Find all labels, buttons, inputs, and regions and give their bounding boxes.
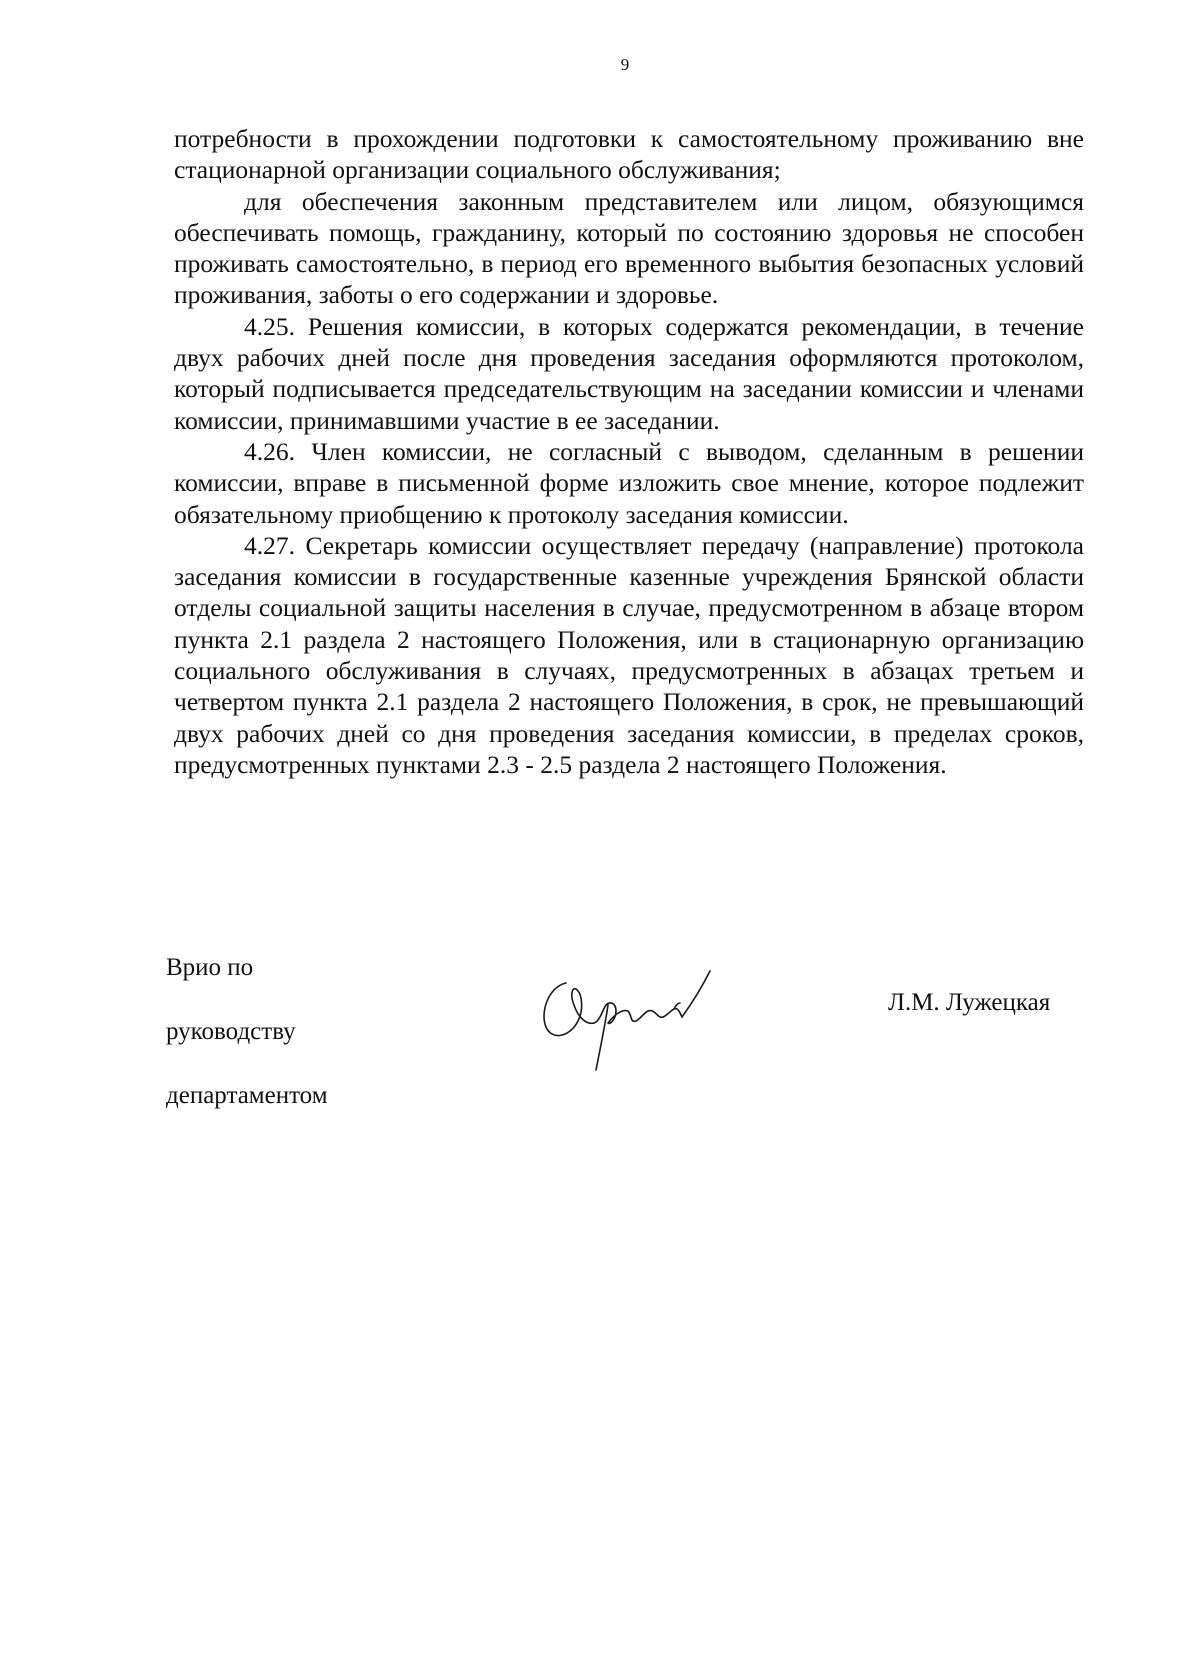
paragraph-4-27: 4.27. Секретарь комиссии осуществляет передачу (направление) протокола заседания комиссии в государственные казенные учреждения Брянской области отделы социальной защиты населения в случае, предусмотренном в абзаце втором пункта 2.1 раздела 2 настоящего Положения, или в стационарную организацию социального обслуживания в случаях, предусмотренных в абзацах третьем и четвертом пункта 2.1 раздела 2 настоящего Положения, в срок, не превышающий двух рабочих дней со дня проведения заседания комиссии, в пределах сроков, предусмотренных пунктами 2.3 - 2.5 раздела 2 настоящего Положения. bbox=[174, 530, 1084, 779]
paragraph-continuation: потребности в прохождении подготовки к самостоятельному проживанию вне стационарной организации социального обслуживания; bbox=[174, 124, 1084, 185]
handwritten-signature bbox=[536, 965, 736, 1080]
signer-name: Л.М. Лужецкая bbox=[888, 989, 1051, 1016]
signer-title bbox=[166, 920, 328, 1144]
signature-block bbox=[166, 920, 1066, 1109]
paragraph-4-26: 4.26. Член комиссии, не согласный с выводом, сделанным в решении комиссии, вправе в письменной форме изложить свое мнение, которое подлежит обязательному приобщению к протоколу заседания комиссии. bbox=[174, 436, 1084, 529]
document-body bbox=[174, 123, 1084, 780]
page-number: 9 bbox=[620, 55, 630, 74]
signer-title-line: руководству bbox=[166, 1018, 296, 1045]
signer-title-line: департаментом bbox=[166, 1082, 328, 1109]
signer-title-line: Врио по bbox=[166, 954, 254, 981]
paragraph-guardian-provision: для обеспечения законным представителем или лицом, обязующимся обеспечивать помощь, гражданину, который по состоянию здоровья не способен проживать самостоятельно, в период его временного выбытия безопасных условий проживания, заботы о его содержании и здоровье. bbox=[174, 186, 1084, 310]
paragraph-4-25: 4.25. Решения комиссии, в которых содержатся рекомендации, в течение двух рабочих дней после дня проведения заседания оформляются протоколом, который подписывается председательствующим на заседании комиссии и членами комиссии, принимавшими участие в ее заседании. bbox=[174, 311, 1084, 435]
